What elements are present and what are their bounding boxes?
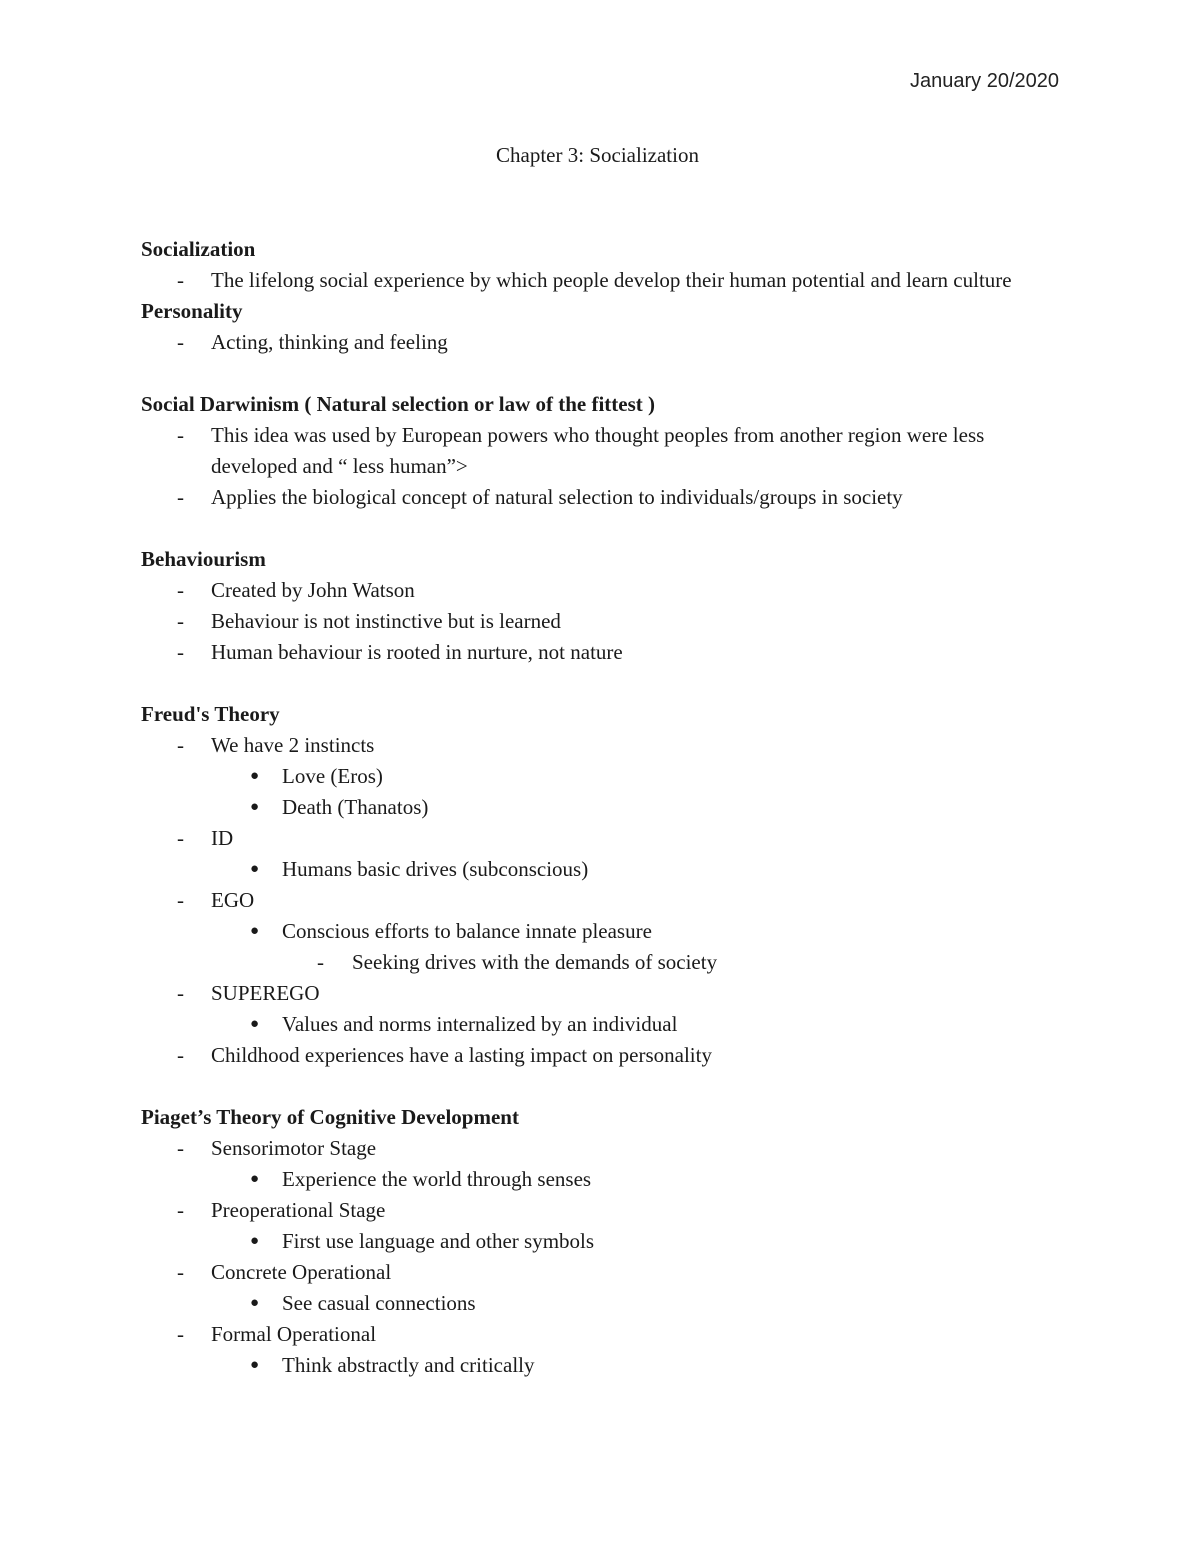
section — [141, 296, 1061, 358]
dash-icon: - — [177, 578, 184, 602]
section — [141, 234, 1061, 296]
section — [141, 699, 1061, 1071]
bullet-icon: ● — [250, 799, 260, 815]
dash-item — [141, 1040, 1061, 1071]
item-text: Behaviour is not instinctive but is learned — [211, 609, 561, 633]
bullet-icon: ● — [250, 923, 260, 939]
bullet-item — [141, 854, 1061, 885]
bullet-item — [141, 792, 1061, 823]
dash-item — [141, 482, 1061, 513]
dash-item — [141, 947, 1061, 978]
bullet-item — [141, 1226, 1061, 1257]
item-text: The lifelong social experience by which people develop their human potential and learn culture — [211, 268, 1012, 292]
dash-item — [141, 575, 1061, 606]
bullet-icon: ● — [250, 1295, 260, 1311]
dash-icon: - — [177, 423, 184, 447]
item-text: First use language and other symbols — [282, 1229, 595, 1253]
bullet-icon: ● — [250, 1357, 260, 1373]
dash-icon: - — [177, 1322, 184, 1346]
section-heading: Behaviourism — [141, 547, 266, 571]
dash-item — [141, 978, 1061, 1009]
dash-item — [141, 606, 1061, 637]
item-text: This idea was used by European powers who thought peoples from another region were less developed and “ less human”> — [211, 423, 985, 478]
section-heading: Social Darwinism ( Natural selection or law of the fittest ) — [141, 392, 656, 416]
dash-icon: - — [177, 1260, 184, 1284]
section-heading: Freud's Theory — [141, 702, 280, 726]
bullet-item — [141, 1164, 1061, 1195]
bullet-item — [141, 916, 1061, 947]
item-text: Seeking drives with the demands of society — [352, 950, 718, 974]
bullet-icon: ● — [250, 1171, 260, 1187]
dash-item — [141, 1133, 1061, 1164]
dash-icon: - — [177, 1198, 184, 1222]
dash-item — [141, 265, 1061, 296]
bullet-item — [141, 1350, 1061, 1381]
section-heading: Personality — [141, 299, 243, 323]
bullet-item — [141, 1288, 1061, 1319]
dash-icon: - — [177, 485, 184, 509]
chapter-title: Chapter 3: Socialization — [496, 143, 699, 167]
item-text: Acting, thinking and feeling — [211, 330, 448, 354]
document-date: January 20/2020 — [909, 70, 1059, 92]
bullet-icon: ● — [250, 1016, 260, 1032]
item-text: Formal Operational — [211, 1322, 377, 1346]
dash-icon: - — [177, 268, 184, 292]
item-text: See casual connections — [282, 1291, 476, 1315]
item-text: ID — [211, 826, 234, 850]
dash-item — [141, 1257, 1061, 1288]
item-text: Human behaviour is rooted in nurture, not nature — [211, 640, 623, 664]
dash-icon: - — [177, 640, 184, 664]
item-text: EGO — [211, 888, 255, 912]
bullet-icon: ● — [250, 861, 260, 877]
dash-item — [141, 1195, 1061, 1226]
item-text: Experience the world through senses — [282, 1167, 592, 1191]
bullet-icon: ● — [250, 1233, 260, 1249]
dash-item — [141, 823, 1061, 854]
dash-item — [141, 420, 1061, 482]
dash-icon: - — [177, 733, 184, 757]
item-text: Love (Eros) — [282, 764, 383, 788]
dash-item — [141, 1319, 1061, 1350]
dash-item — [141, 637, 1061, 668]
dash-item — [141, 885, 1061, 916]
section-heading: Socialization — [141, 237, 256, 261]
item-text: Applies the biological concept of natural selection to individuals/groups in society — [211, 485, 903, 509]
section — [141, 544, 1061, 668]
dash-icon: - — [177, 888, 184, 912]
dash-icon: - — [177, 1043, 184, 1067]
item-text: Values and norms internalized by an individual — [282, 1012, 678, 1036]
section — [141, 389, 1061, 513]
dash-icon: - — [177, 1136, 184, 1160]
dash-icon: - — [177, 330, 184, 354]
bullet-item — [141, 761, 1061, 792]
item-text: We have 2 instincts — [211, 733, 375, 757]
item-text: Concrete Operational — [211, 1260, 392, 1284]
section-heading: Piaget’s Theory of Cognitive Development — [141, 1105, 519, 1129]
section — [141, 1102, 1061, 1381]
item-text: Preoperational Stage — [211, 1198, 386, 1222]
item-text: Humans basic drives (subconscious) — [282, 857, 589, 881]
dash-item — [141, 327, 1061, 358]
notes-body — [141, 234, 1061, 1381]
dash-item — [141, 730, 1061, 761]
dash-icon: - — [317, 950, 324, 974]
item-text: SUPEREGO — [211, 981, 320, 1005]
item-text: Think abstractly and critically — [282, 1353, 535, 1377]
dash-icon: - — [177, 609, 184, 633]
bullet-item — [141, 1009, 1061, 1040]
item-text: Death (Thanatos) — [282, 795, 429, 819]
dash-icon: - — [177, 826, 184, 850]
item-text: Childhood experiences have a lasting impact on personality — [211, 1043, 712, 1067]
item-text: Conscious efforts to balance innate pleasure — [282, 919, 652, 943]
item-text: Created by John Watson — [211, 578, 415, 602]
bullet-icon: ● — [250, 768, 260, 784]
item-text: Sensorimotor Stage — [211, 1136, 377, 1160]
dash-icon: - — [177, 981, 184, 1005]
